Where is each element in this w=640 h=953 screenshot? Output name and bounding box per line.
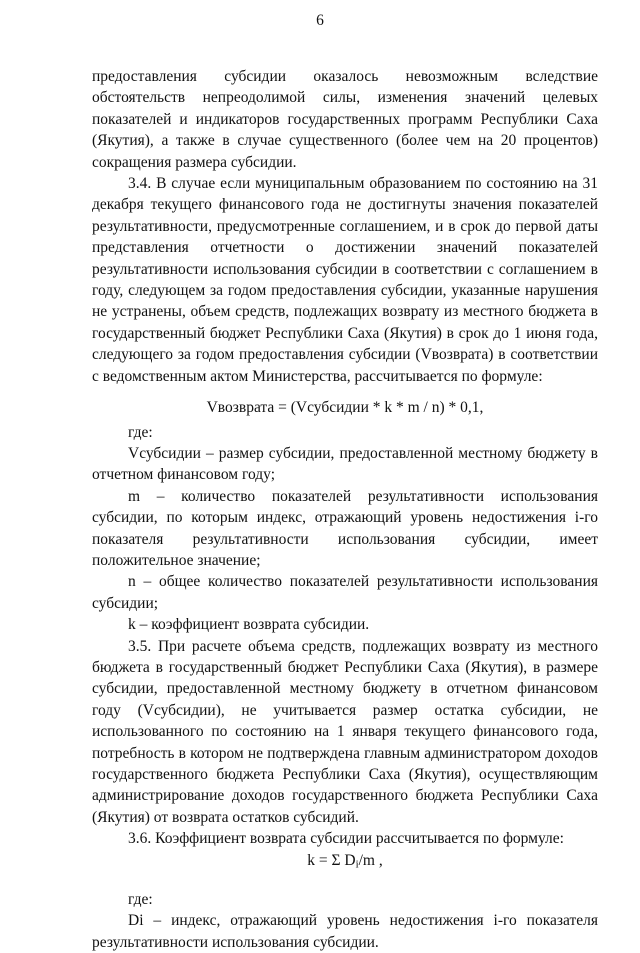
document-body <box>92 66 598 953</box>
definition-di: Di – индекс, отражающий уровень недостижения i-го показателя результативности использования субсидии. <box>92 912 598 951</box>
page-number: 6 <box>316 12 324 29</box>
definition-m: m – количество показателей результативности использования субсидии, по которым индекс, отражающий уровень недостижения i-го показателя результативности использования субсидии, имеет положительное значение; <box>92 487 598 569</box>
formula-k <box>92 850 598 876</box>
definition-k: k – коэффициент возврата субсидии. <box>128 616 370 634</box>
paragraph-3-6: 3.6. Коэффициент возврата субсидии рассчитывается по формуле: <box>128 830 564 848</box>
paragraph-3-4: 3.4. В случае если муниципальным образованием по состоянию на 31 декабря текущего финансового года не достигнуты значения показателей результативности, предусмотренные соглашением, и в срок до первой даты представления отчетности о достижении значений показателей результативности использования субсидии в соответствии с соглашением в году, следующем за годом предоставления субсидии, указанные нарушения не устранены, объем средств, подлежащих возврату из местного бюджета в государственный бюджет Республики Саха (Якутия) в срок до 1 июня года, следующего за годом предоставления субсидии (Vвозврата) в соответствии с ведомственным актом Министерства, рассчитывается по формуле: <box>92 175 598 385</box>
formula-k-right: /m , <box>358 851 383 869</box>
formula-k-subscript: i <box>355 858 359 871</box>
formula-k-left: k = Σ D <box>307 851 356 869</box>
paragraph-continuation: предоставления субсидии оказалось невозможным вследствие обстоятельств непреодолимой силы, изменения значений целевых показателей и индикаторов государственных программ Республики Саха (Якутия), а также в случае существенного (более чем на 20 процентов) сокращения размера субсидии. <box>92 68 598 171</box>
paragraph-3-5: 3.5. При расчете объема средств, подлежащих возврату из местного бюджета в государственный бюджет Республики Саха (Якутия), в размере субсидии, предоставленной местному бюджету в отчетном финансовом году (Vсубсидии), не учитывается размер остатка субсидии, не использованного по состоянию на 1 января текущего финансового года, потребность в котором не подтверждена главным администратором доходов государственного бюджета Республики Саха (Якутия), осуществляющим администрирование доходов государственного бюджета Республики Саха (Якутия) от возврата остатков субсидий. <box>92 637 598 826</box>
formula-v-return: Vвозврата = (Vсубсидии * k * m / n) * 0,1, <box>206 399 484 417</box>
definition-n: n – общее количество показателей результативности использования субсидии; <box>92 573 598 612</box>
definition-v-subsidy: Vсубсидии – размер субсидии, предоставленной местному бюджету в отчетном финансовом году; <box>92 444 598 484</box>
where-label-2: где: <box>128 890 153 908</box>
where-label-1: где: <box>128 423 153 441</box>
